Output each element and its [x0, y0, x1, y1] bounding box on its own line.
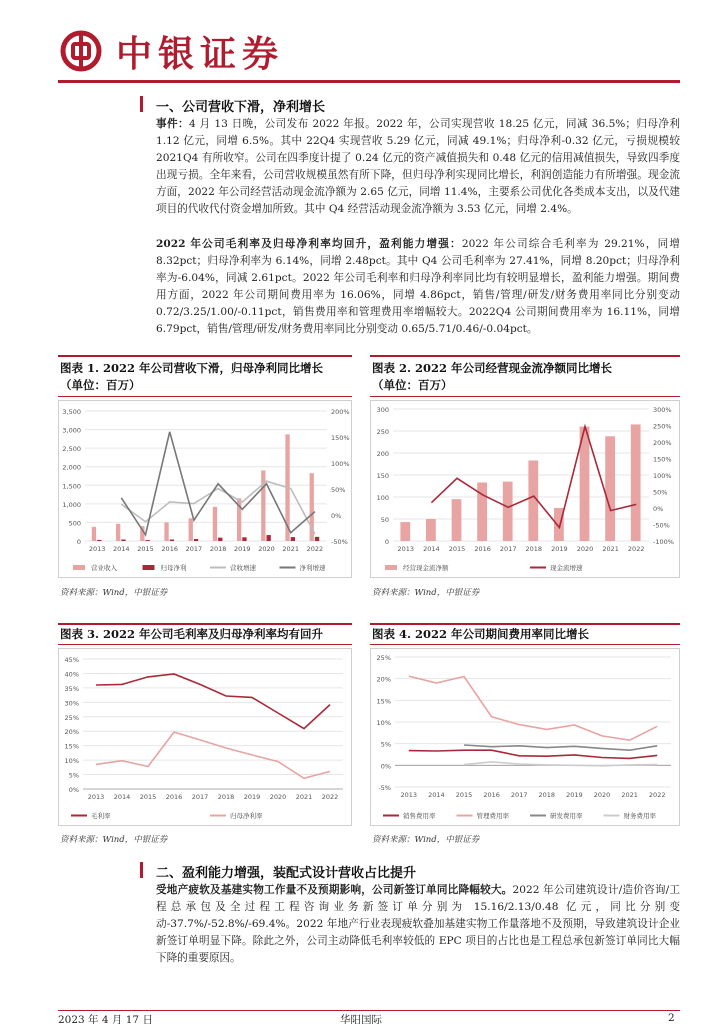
- y-tick-label: 2,000: [62, 463, 81, 472]
- bar: [503, 482, 513, 541]
- fig4-source: 资料来源：Wind，中银证券: [372, 835, 480, 845]
- x-tick-label: 2016: [161, 545, 178, 553]
- x-tick-label: 2018: [525, 545, 543, 553]
- x-tick-label: 2013: [397, 545, 415, 553]
- y-tick-label: 3,500: [62, 408, 81, 416]
- paragraph-1-lead: 事件：: [156, 118, 190, 130]
- bar: [189, 518, 193, 541]
- y-tick-label: 30%: [64, 699, 79, 708]
- bar: [116, 524, 120, 541]
- section-marker: [140, 862, 143, 878]
- paragraph-2-lead: 2022 年公司毛利率及归母净利率均回升，盈利能力增强：: [156, 238, 462, 250]
- bar: [267, 535, 271, 541]
- section-2-paragraph: [156, 882, 680, 967]
- x-tick-label: 2020: [593, 791, 611, 799]
- fig4-rule-bottom: [370, 644, 680, 645]
- x-tick-label: 2020: [269, 793, 287, 801]
- series-line: [96, 732, 330, 778]
- y-tick-label: 15%: [64, 742, 79, 751]
- bar: [92, 527, 96, 541]
- x-tick-label: 2021: [295, 793, 313, 801]
- legend-label: 毛利率: [91, 812, 111, 820]
- y-tick-label: 500: [68, 519, 81, 528]
- y2-tick-label: 200%: [653, 439, 672, 447]
- x-tick-label: 2015: [448, 545, 466, 553]
- legend-label: 营业收入: [91, 564, 117, 572]
- footer-page-number: 2: [668, 1012, 675, 1024]
- x-tick-label: 2018: [209, 545, 227, 553]
- bar: [426, 519, 436, 541]
- fig2-source: 资料来源：Wind，中银证券: [372, 588, 480, 598]
- fig3-rule-bottom: [58, 644, 352, 645]
- section-2-body: 2022 年公司建筑设计/造价咨询/工程总承包及全过程工程咨询业务新签订单分别为 15.16/2.13/0.48 亿元，同比分别变动-37.7%/-52.8%/-69.4%。2022 年地产行业表现疲软叠加基建实物工作量落地不及预期，导致建筑设计企业新签订单明显下降。除此之外，公司主动降低毛利率较低的 EPC 项目的占比也是工程总承包新签订单同比大幅下降的重要原因。: [156, 884, 680, 964]
- x-tick-label: 2020: [576, 545, 594, 553]
- legend-swatch: [385, 565, 397, 570]
- x-tick-label: 2013: [87, 793, 105, 801]
- x-tick-label: 2022: [627, 545, 645, 553]
- y2-tick-label: 200%: [331, 408, 350, 416]
- fig1-title: 图表 1. 2022 年公司营收下滑，归母净利同比增长: [60, 361, 324, 375]
- x-tick-label: 2016: [474, 545, 491, 553]
- legend-label: 净利增速: [299, 564, 326, 572]
- y-tick-label: 20%: [64, 728, 79, 737]
- section-marker: [140, 96, 143, 112]
- legend-label: 营收增速: [230, 564, 256, 572]
- fig1-rule-top: [58, 355, 352, 357]
- section-1-paragraph-2: [156, 236, 680, 338]
- x-tick-label: 2016: [165, 793, 183, 801]
- section-1-paragraph-1: [156, 116, 680, 218]
- y-tick-label: 0: [76, 538, 81, 546]
- x-tick-label: 2017: [185, 545, 203, 553]
- bar: [261, 470, 265, 541]
- x-tick-label: 2019: [551, 545, 568, 553]
- bar: [291, 537, 295, 541]
- x-tick-label: 2019: [234, 545, 251, 553]
- bar: [97, 540, 101, 541]
- y2-tick-label: 100%: [331, 460, 350, 468]
- bar: [605, 436, 615, 541]
- bar: [477, 482, 487, 541]
- legend-label: 现金流增速: [550, 564, 583, 572]
- y2-tick-label: -50%: [653, 521, 670, 530]
- x-tick-label: 2013: [88, 545, 106, 553]
- fig3-chart: [58, 648, 352, 826]
- series-line: [409, 750, 657, 758]
- fig2-chart: [370, 400, 680, 578]
- x-tick-label: 2021: [621, 791, 638, 799]
- section-2-title: 二、盈利能力增强，装配式设计营收占比提升: [156, 866, 417, 881]
- y-tick-label: 200: [376, 450, 389, 458]
- x-tick-label: 2014: [113, 545, 130, 553]
- legend-swatch: [143, 565, 155, 570]
- bar: [452, 499, 462, 541]
- x-tick-label: 2017: [510, 791, 528, 799]
- section-2-lead: 受地产疲软及基建实物工作量不及预期影响，公司新签订单同比降幅较大。: [156, 884, 513, 896]
- y2-tick-label: 0%: [331, 512, 342, 520]
- bar: [121, 540, 125, 541]
- fig1-unit: （单位：百万）: [60, 378, 141, 392]
- legend-label: 归母净利: [160, 564, 187, 572]
- fig1-chart: [58, 400, 352, 578]
- x-tick-label: 2022: [321, 793, 339, 801]
- footer-date: 2023 年 4 月 17 日: [58, 1014, 153, 1024]
- fig3-source: 资料来源：Wind，中银证券: [60, 835, 168, 845]
- x-tick-label: 2022: [306, 545, 324, 553]
- y-tick-label: 5%: [380, 740, 391, 749]
- y2-tick-label: 150%: [331, 434, 350, 442]
- bar: [631, 424, 641, 541]
- y-tick-label: 0%: [380, 762, 391, 771]
- y2-tick-label: 50%: [331, 486, 346, 494]
- y2-tick-label: -100%: [653, 538, 674, 546]
- y-tick-label: 1,500: [62, 482, 81, 491]
- bar: [164, 522, 168, 541]
- y-tick-label: 5%: [68, 771, 79, 780]
- y2-tick-label: 300%: [653, 406, 672, 414]
- legend-label: 财务费用率: [623, 812, 656, 820]
- y-tick-label: 150: [376, 472, 389, 480]
- paragraph-2-body: 2022 年公司综合毛利率为 29.21%，同增 8.32pct；归母净利率为 6.14%，同增 2.48pct。其中 Q4 公司毛利率为 27.41%，同增 8.20pct；归母净利率为-6.04%，同减 2.61pct。2022 年公司毛利率和归母净利率同比均有较明显增长，盈利能力增强。期间费用方面，2022 年公司期间费用率为 16.06%，同增 4.86pct，销售/管理/研发/财务费用率同比分别变动 0.72/3.25/1.00/-0.11pct，销售费用率和管理费用率增幅较大。2022Q4 公司期间费用率为 16.11%，同增 6.79pct，销售/管理/研发/财务费用率同比分别变动 0.65/5.71/0.46/-0.04pct。: [156, 238, 681, 335]
- x-tick-label: 2021: [282, 545, 299, 553]
- x-tick-label: 2014: [428, 791, 445, 799]
- x-tick-label: 2014: [113, 793, 131, 801]
- y-tick-label: 0%: [68, 786, 79, 794]
- footer-divider: [58, 1010, 680, 1011]
- bar: [400, 522, 410, 541]
- y-tick-label: 20%: [376, 675, 391, 684]
- fig2-rule-top: [370, 355, 680, 357]
- fig2-title: 图表 2. 2022 年公司经营现金流净额同比增长: [372, 361, 613, 375]
- x-tick-label: 2017: [191, 793, 209, 801]
- y-tick-label: 250: [376, 428, 389, 436]
- fig1-source: 资料来源：Wind，中银证券: [60, 588, 168, 598]
- header-divider: [58, 80, 680, 83]
- y2-tick-label: 150%: [653, 455, 672, 464]
- fig4-rule-top: [370, 623, 680, 625]
- y2-tick-label: 0%: [653, 505, 664, 513]
- brand-name: 中银证券: [116, 34, 285, 75]
- x-tick-label: 2020: [258, 545, 275, 553]
- y-tick-label: 10%: [64, 757, 79, 766]
- legend-swatch: [73, 565, 85, 570]
- paragraph-1-body: 4 月 13 日晚，公司发布 2022 年报。2022 年，公司实现营收 18.25 亿元，同减 36.5%；归母净利 1.12 亿元，同增 6.5%。其中 22Q4 实现营收 5.29 亿元，同减 49.1%；归母净利-0.32 亿元，亏损规模较 2021Q4 有所收窄。公司在四季度计提了 0.24 亿元的资产减值损失和 0.48 亿元的信用减值损失，导致四季度出现亏损。全年来看，公司营收规模虽然有所下降，但归母净利实现同比增长，利润创造能力有所增强。现金流方面，2022 年公司经营活动现金流净额为 2.65 亿元，同增 11.4%，主要系公司优化各类成本支出，以及代建项目的代收代付资金增加所致。其中 Q4 经营活动现金流净额为 3.53 亿元，同增 2.4%。: [156, 118, 680, 215]
- fig1-rule-bottom: [58, 396, 352, 397]
- bar: [170, 540, 174, 541]
- bar: [213, 507, 217, 541]
- y-tick-label: 0: [384, 538, 389, 546]
- legend-label: 研发费用率: [550, 812, 583, 820]
- y2-tick-label: 250%: [653, 422, 672, 431]
- x-tick-label: 2018: [538, 791, 556, 799]
- fig4-title: 图表 4. 2022 年公司期间费用率同比增长: [372, 627, 590, 641]
- legend-label: 归母净利率: [230, 812, 263, 820]
- fig2-unit: （单位：百万）: [372, 378, 453, 392]
- fig2-rule-bottom: [370, 396, 680, 397]
- x-tick-label: 2022: [648, 791, 666, 799]
- y-tick-label: 35%: [64, 684, 79, 693]
- y-tick-label: 25%: [64, 713, 79, 722]
- fig4-chart: [370, 648, 680, 826]
- series-line: [464, 745, 657, 750]
- section-1-title: 一、公司营收下滑，净利增长: [156, 100, 326, 115]
- y-tick-label: 10%: [376, 719, 391, 727]
- y-tick-label: 45%: [64, 656, 79, 664]
- y2-tick-label: 100%: [653, 472, 672, 480]
- bar: [194, 539, 198, 541]
- x-tick-label: 2021: [602, 545, 619, 553]
- y-tick-label: 3,000: [62, 426, 81, 435]
- series-line: [409, 676, 657, 740]
- x-tick-label: 2019: [243, 793, 261, 801]
- x-tick-label: 2015: [137, 545, 154, 553]
- y-tick-label: 100: [376, 494, 389, 502]
- y-tick-label: 25%: [376, 654, 391, 662]
- footer-company: 华阳国际: [340, 1014, 382, 1024]
- fig3-title: 图表 3. 2022 年公司毛利率及归母净利率均有回升: [60, 627, 324, 641]
- y-tick-label: -5%: [378, 784, 391, 792]
- y-tick-label: 1,000: [62, 500, 81, 509]
- bank-of-china-logo: [60, 30, 102, 72]
- y2-tick-label: 50%: [653, 488, 668, 497]
- legend-label: 管理费用率: [476, 812, 509, 820]
- y-tick-label: 300: [376, 406, 389, 414]
- y-tick-label: 2,500: [62, 445, 81, 454]
- bar: [218, 538, 222, 541]
- bar: [315, 537, 319, 541]
- y-tick-label: 15%: [376, 697, 391, 706]
- y2-tick-label: -50%: [331, 538, 348, 546]
- legend-label: 销售费用率: [403, 812, 436, 820]
- x-tick-label: 2014: [423, 545, 440, 553]
- bar: [146, 540, 150, 541]
- y-tick-label: 40%: [64, 670, 79, 679]
- x-tick-label: 2019: [566, 791, 583, 799]
- y-tick-label: 50: [380, 516, 389, 524]
- bar: [242, 537, 246, 541]
- x-tick-label: 2015: [455, 791, 473, 799]
- fig3-rule-top: [58, 623, 352, 625]
- x-tick-label: 2016: [483, 791, 500, 799]
- series-line: [96, 674, 330, 729]
- x-tick-label: 2017: [499, 545, 517, 553]
- x-tick-label: 2013: [400, 791, 418, 799]
- x-tick-label: 2018: [217, 793, 235, 801]
- x-tick-label: 2015: [139, 793, 157, 801]
- legend-label: 经营现金流净额: [403, 564, 449, 572]
